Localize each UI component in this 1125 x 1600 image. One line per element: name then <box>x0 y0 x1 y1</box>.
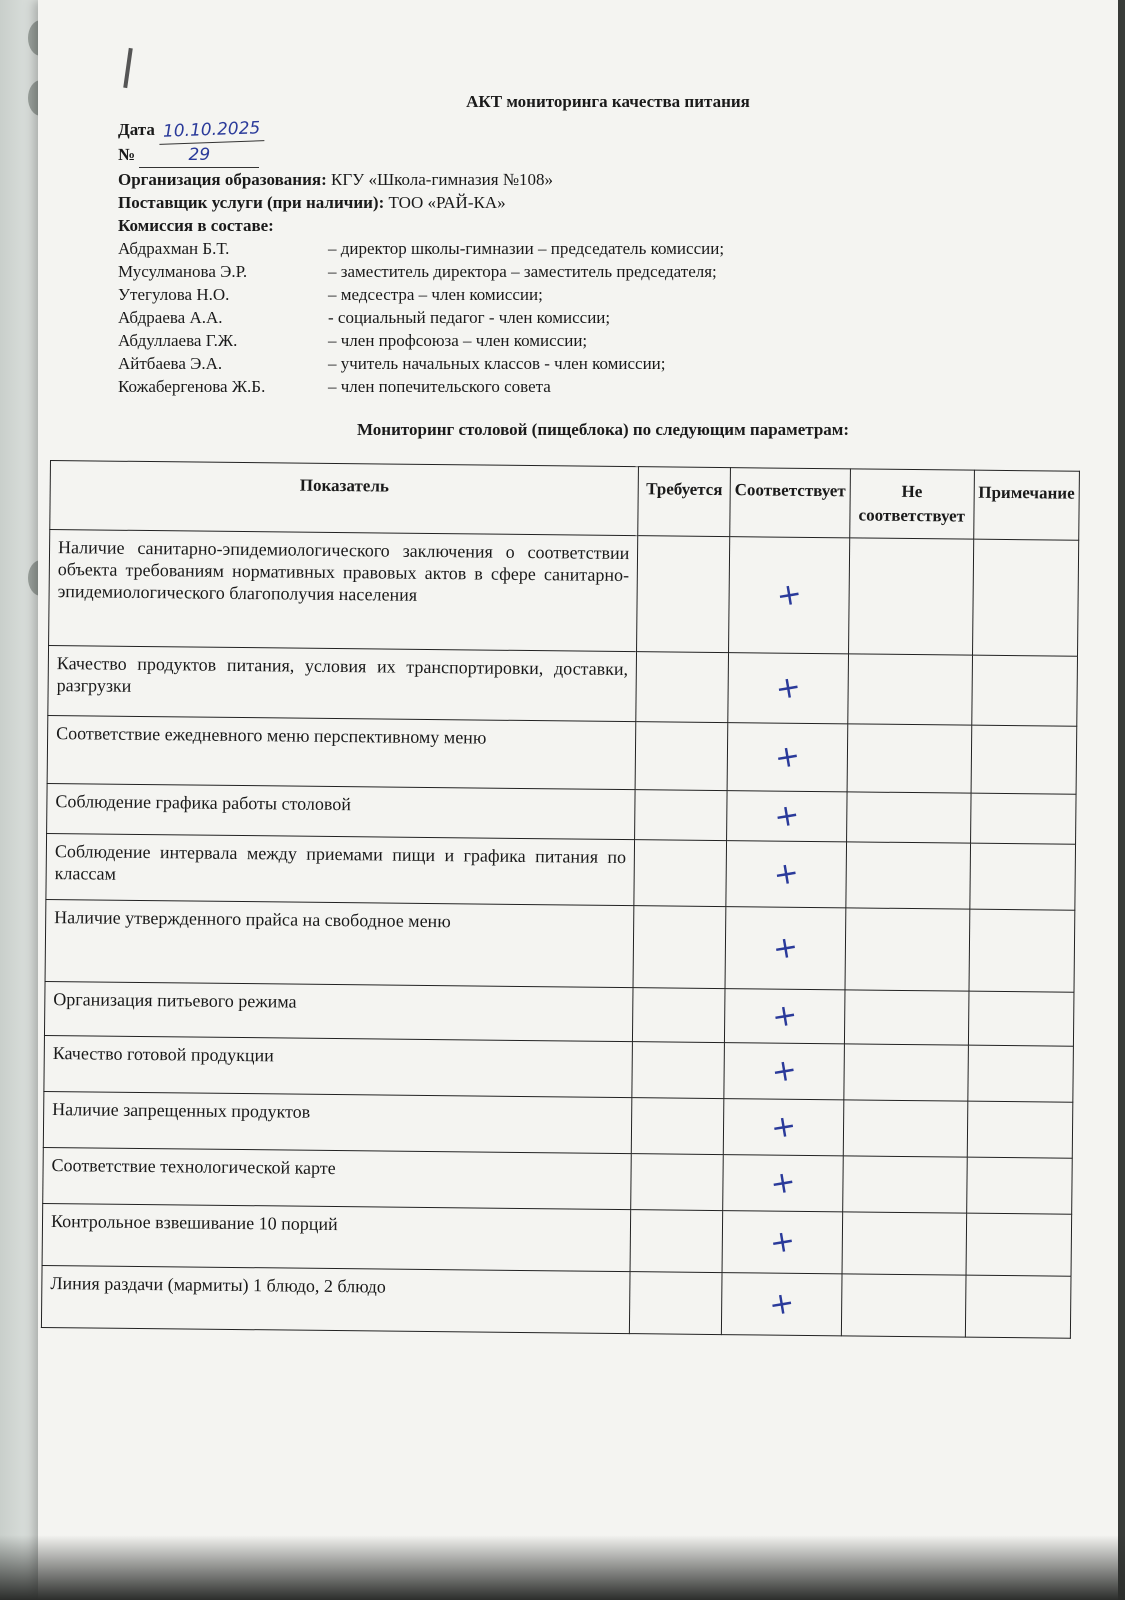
check-mark: + <box>769 996 800 1036</box>
check-mark: + <box>767 1163 799 1203</box>
act-header <box>118 92 978 440</box>
complies-cell <box>726 791 847 842</box>
complies-cell <box>723 1099 844 1156</box>
pen-mark <box>123 48 133 88</box>
check-mark: + <box>766 1284 797 1324</box>
indicator-cell: Качество продуктов питания, условия их транспортировки, доставки, разгрузки <box>48 645 637 721</box>
required-cell <box>635 722 727 791</box>
not-complies-cell <box>847 724 971 793</box>
required-cell <box>632 1042 724 1099</box>
required-cell <box>632 1098 724 1155</box>
indicator-cell: Соблюдение интервала между приемами пищи и графика питания по классам <box>46 833 635 905</box>
header-indicator: Показатель <box>50 461 639 536</box>
complies-cell <box>727 723 848 792</box>
indicator-cell: Контрольное взвешивание 10 порций <box>42 1203 631 1271</box>
required-cell <box>633 906 726 989</box>
member-role: – медсестра – член комиссии; <box>328 285 543 304</box>
check-mark: + <box>772 668 804 708</box>
note-cell <box>968 991 1074 1046</box>
date-value: 10.10.2025 <box>159 117 265 145</box>
indicator-cell: Организация питьевого режима <box>44 981 633 1041</box>
not-complies-cell <box>844 1044 968 1101</box>
commission-member <box>118 329 978 352</box>
member-role: – член попечительского совета <box>328 377 551 396</box>
complies-cell <box>724 989 845 1044</box>
member-name: Утегулова Н.О. <box>118 285 230 304</box>
note-cell <box>972 539 1079 656</box>
header-note: Примечание <box>973 470 1079 540</box>
not-complies-cell <box>848 654 972 725</box>
check-mark: + <box>770 928 801 968</box>
not-complies-cell <box>846 842 970 909</box>
table-row <box>46 833 1076 910</box>
member-name: Абдрахман Б.Т. <box>118 239 230 258</box>
commission-label: Комиссия в составе: <box>118 216 274 235</box>
complies-cell <box>722 1211 843 1274</box>
required-cell <box>630 1210 722 1273</box>
not-complies-cell <box>841 1274 965 1337</box>
member-role: – заместитель директора – заместитель председателя; <box>328 262 717 281</box>
complies-cell <box>723 1155 844 1212</box>
note-cell <box>969 909 1075 992</box>
required-cell <box>637 536 730 653</box>
complies-cell <box>726 841 847 908</box>
indicator-cell: Наличие запрещенных продуктов <box>43 1091 632 1153</box>
not-complies-cell <box>848 538 973 655</box>
note-cell <box>971 725 1077 794</box>
commission-member <box>118 260 978 283</box>
check-mark: + <box>772 737 803 777</box>
number-line <box>118 143 978 168</box>
supplier-value: ТОО «РАЙ-КА» <box>388 193 506 212</box>
header-required: Требуется <box>638 467 730 537</box>
member-role: – член профсоюза – член комиссии; <box>328 331 588 350</box>
note-cell <box>966 1213 1072 1276</box>
table-header-row <box>50 461 1080 541</box>
note-cell <box>965 1275 1071 1338</box>
table-row <box>42 1203 1072 1276</box>
complies-cell <box>728 537 849 654</box>
indicator-cell: Соблюдение графика работы столовой <box>47 783 636 839</box>
complies-cell <box>724 1043 845 1100</box>
check-mark: + <box>773 575 805 615</box>
number-label: № <box>118 145 136 164</box>
table-row <box>45 899 1075 992</box>
monitoring-title: Мониторинг столовой (пищеблока) по следующим параметрам: <box>356 420 850 439</box>
table-row <box>41 1265 1071 1338</box>
note-cell <box>971 655 1077 726</box>
date-label: Дата <box>118 120 155 139</box>
note-cell <box>969 843 1075 910</box>
complies-cell <box>721 1273 842 1336</box>
note-cell <box>970 793 1076 844</box>
supplier-label: Поставщик услуги (при наличии): <box>118 193 385 212</box>
commission-member <box>118 352 978 375</box>
table-row <box>47 715 1077 794</box>
indicator-cell: Линия раздачи (мармиты) 1 блюдо, 2 блюдо <box>41 1265 630 1333</box>
note-cell <box>967 1045 1073 1102</box>
member-role: - социальный педагог - член комиссии; <box>328 308 611 327</box>
member-role: – учитель начальных классов - член комиссии; <box>328 354 666 373</box>
number-value: 29 <box>139 144 259 168</box>
org-line <box>118 168 978 191</box>
not-complies-cell <box>845 908 969 991</box>
not-complies-cell <box>843 1100 967 1157</box>
not-complies-cell <box>844 990 968 1045</box>
header-not-complies: Не соответствует <box>850 469 974 539</box>
table-row <box>49 530 1079 657</box>
not-complies-cell <box>843 1156 967 1213</box>
required-cell <box>633 988 725 1043</box>
table-surface <box>0 1535 1125 1600</box>
member-role: – директор школы-гимназии – председатель комиссии; <box>328 239 725 258</box>
commission-member <box>118 306 978 329</box>
date-line <box>118 118 978 143</box>
required-cell <box>631 1154 723 1211</box>
member-name: Айтбаева Э.А. <box>118 354 223 373</box>
indicator-cell: Наличие утвержденного прайса на свободное меню <box>45 899 634 987</box>
org-label: Организация образования: <box>118 170 327 189</box>
header-complies: Соответствует <box>730 468 851 538</box>
commission-member <box>118 375 978 398</box>
complies-cell <box>725 907 846 990</box>
commission-list <box>118 237 978 398</box>
note-cell <box>966 1157 1072 1214</box>
monitoring-table <box>41 460 1080 1339</box>
check-mark: + <box>767 1222 798 1262</box>
required-cell <box>636 652 728 723</box>
required-cell <box>630 1272 722 1335</box>
member-name: Абдуллаева Г.Ж. <box>118 331 238 350</box>
indicator-cell: Качество готовой продукции <box>44 1035 633 1097</box>
check-mark: + <box>768 1107 799 1147</box>
org-value: КГУ «Школа-гимназия №108» <box>331 170 554 189</box>
check-mark: + <box>771 796 803 836</box>
table-row <box>48 645 1078 726</box>
indicator-cell: Наличие санитарно-эпидемиологического заключения о соответствии объекта требованиям нормативных правовых актов в сфере санитарно-эпидемиологического благополучия населения <box>49 530 638 652</box>
not-complies-cell <box>842 1212 966 1275</box>
not-complies-cell <box>847 792 971 843</box>
commission-member <box>118 283 978 306</box>
required-cell <box>634 840 726 907</box>
indicator-cell: Соответствие технологической карте <box>43 1147 632 1209</box>
act-title: АКТ мониторинга качества питания <box>466 92 750 111</box>
member-name: Абдраева А.А. <box>118 308 223 327</box>
note-cell <box>967 1101 1073 1158</box>
member-name: Кожабергенова Ж.Б. <box>118 377 266 396</box>
required-cell <box>635 790 727 841</box>
commission-member <box>118 237 978 260</box>
check-mark: + <box>770 854 802 894</box>
complies-cell <box>728 653 849 724</box>
indicator-cell: Соответствие ежедневного меню перспективному меню <box>47 715 636 789</box>
member-name: Мусулманова Э.Р. <box>118 262 248 281</box>
supplier-line <box>118 191 978 214</box>
check-mark: + <box>768 1051 800 1091</box>
